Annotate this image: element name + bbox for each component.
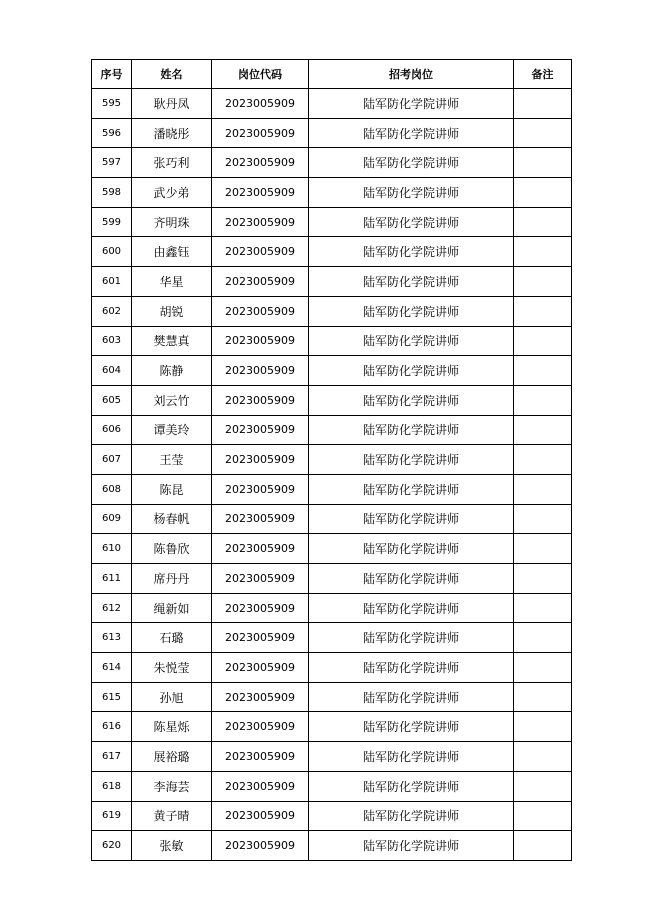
cell-note	[514, 326, 572, 356]
table-row	[92, 801, 572, 831]
cell-name: 由鑫钰	[132, 237, 212, 267]
cell-position-code: 2023005909	[212, 742, 309, 772]
cell-position-code: 2023005909	[212, 801, 309, 831]
table-row	[92, 771, 572, 801]
cell-name: 刘云竹	[132, 385, 212, 415]
cell-note	[514, 267, 572, 297]
cell-position-code: 2023005909	[212, 831, 309, 861]
cell-number: 608	[92, 474, 132, 504]
cell-note	[514, 207, 572, 237]
cell-note	[514, 415, 572, 445]
cell-note	[514, 534, 572, 564]
cell-position-code: 2023005909	[212, 356, 309, 386]
cell-number: 596	[92, 118, 132, 148]
cell-name: 耿丹凤	[132, 89, 212, 119]
cell-position-code: 2023005909	[212, 207, 309, 237]
cell-position: 陆军防化学院讲师	[309, 801, 514, 831]
cell-position: 陆军防化学院讲师	[309, 178, 514, 208]
cell-position: 陆军防化学院讲师	[309, 118, 514, 148]
cell-number: 615	[92, 682, 132, 712]
cell-position: 陆军防化学院讲师	[309, 207, 514, 237]
cell-name: 朱悦莹	[132, 653, 212, 683]
cell-position: 陆军防化学院讲师	[309, 534, 514, 564]
cell-note	[514, 742, 572, 772]
candidate-table	[91, 59, 572, 861]
cell-number: 604	[92, 356, 132, 386]
cell-name: 孙旭	[132, 682, 212, 712]
cell-note	[514, 653, 572, 683]
table-row	[92, 712, 572, 742]
cell-position: 陆军防化学院讲师	[309, 356, 514, 386]
cell-position-code: 2023005909	[212, 148, 309, 178]
cell-number: 612	[92, 593, 132, 623]
table-row	[92, 267, 572, 297]
cell-number: 603	[92, 326, 132, 356]
cell-name: 张敏	[132, 831, 212, 861]
cell-note	[514, 178, 572, 208]
cell-note	[514, 831, 572, 861]
cell-note	[514, 623, 572, 653]
cell-name: 谭美玲	[132, 415, 212, 445]
table-row	[92, 237, 572, 267]
table-row	[92, 148, 572, 178]
cell-name: 潘晓彤	[132, 118, 212, 148]
cell-position: 陆军防化学院讲师	[309, 148, 514, 178]
cell-name: 陈昆	[132, 474, 212, 504]
table-row	[92, 415, 572, 445]
cell-name: 展裕璐	[132, 742, 212, 772]
table-row	[92, 118, 572, 148]
cell-name: 华星	[132, 267, 212, 297]
cell-note	[514, 801, 572, 831]
cell-position-code: 2023005909	[212, 267, 309, 297]
table-row	[92, 682, 572, 712]
cell-number: 609	[92, 504, 132, 534]
cell-number: 600	[92, 237, 132, 267]
cell-position-code: 2023005909	[212, 682, 309, 712]
cell-note	[514, 682, 572, 712]
cell-note	[514, 593, 572, 623]
table-row	[92, 326, 572, 356]
table-row	[92, 564, 572, 594]
cell-name: 樊慧真	[132, 326, 212, 356]
cell-position: 陆军防化学院讲师	[309, 623, 514, 653]
cell-note	[514, 712, 572, 742]
cell-position-code: 2023005909	[212, 296, 309, 326]
cell-number: 610	[92, 534, 132, 564]
cell-position-code: 2023005909	[212, 712, 309, 742]
cell-note	[514, 504, 572, 534]
cell-position: 陆军防化学院讲师	[309, 474, 514, 504]
cell-note	[514, 118, 572, 148]
cell-number: 599	[92, 207, 132, 237]
cell-name: 绳新如	[132, 593, 212, 623]
table-row	[92, 296, 572, 326]
cell-position: 陆军防化学院讲师	[309, 296, 514, 326]
cell-position: 陆军防化学院讲师	[309, 267, 514, 297]
cell-position-code: 2023005909	[212, 564, 309, 594]
cell-position-code: 2023005909	[212, 445, 309, 475]
cell-position-code: 2023005909	[212, 326, 309, 356]
cell-note	[514, 474, 572, 504]
cell-position-code: 2023005909	[212, 771, 309, 801]
cell-note	[514, 385, 572, 415]
cell-note	[514, 564, 572, 594]
cell-number: 605	[92, 385, 132, 415]
table-row	[92, 356, 572, 386]
cell-position: 陆军防化学院讲师	[309, 771, 514, 801]
cell-note	[514, 445, 572, 475]
cell-name: 李海芸	[132, 771, 212, 801]
cell-number: 618	[92, 771, 132, 801]
cell-position: 陆军防化学院讲师	[309, 653, 514, 683]
cell-note	[514, 296, 572, 326]
table-row	[92, 178, 572, 208]
table-header-row	[92, 60, 572, 89]
cell-name: 张巧利	[132, 148, 212, 178]
cell-position-code: 2023005909	[212, 653, 309, 683]
cell-name: 陈鲁欣	[132, 534, 212, 564]
cell-note	[514, 237, 572, 267]
cell-position-code: 2023005909	[212, 474, 309, 504]
cell-name: 杨春帆	[132, 504, 212, 534]
cell-number: 598	[92, 178, 132, 208]
cell-number: 619	[92, 801, 132, 831]
table-row	[92, 207, 572, 237]
cell-position: 陆军防化学院讲师	[309, 742, 514, 772]
cell-position-code: 2023005909	[212, 534, 309, 564]
cell-position-code: 2023005909	[212, 89, 309, 119]
cell-position: 陆军防化学院讲师	[309, 237, 514, 267]
table-row	[92, 474, 572, 504]
cell-position: 陆军防化学院讲师	[309, 712, 514, 742]
cell-number: 602	[92, 296, 132, 326]
table-row	[92, 534, 572, 564]
table-body	[92, 89, 572, 861]
cell-note	[514, 771, 572, 801]
cell-position: 陆军防化学院讲师	[309, 564, 514, 594]
cell-number: 597	[92, 148, 132, 178]
cell-number: 613	[92, 623, 132, 653]
table-row	[92, 831, 572, 861]
header-note: 备注	[514, 60, 572, 89]
cell-position: 陆军防化学院讲师	[309, 831, 514, 861]
cell-number: 611	[92, 564, 132, 594]
cell-position: 陆军防化学院讲师	[309, 415, 514, 445]
cell-name: 席丹丹	[132, 564, 212, 594]
cell-number: 617	[92, 742, 132, 772]
cell-number: 606	[92, 415, 132, 445]
cell-position-code: 2023005909	[212, 237, 309, 267]
cell-position-code: 2023005909	[212, 178, 309, 208]
table-row	[92, 445, 572, 475]
cell-position-code: 2023005909	[212, 623, 309, 653]
table-row	[92, 504, 572, 534]
cell-name: 王莹	[132, 445, 212, 475]
cell-number: 601	[92, 267, 132, 297]
cell-name: 武少弟	[132, 178, 212, 208]
header-position: 招考岗位	[309, 60, 514, 89]
cell-note	[514, 356, 572, 386]
cell-name: 齐明珠	[132, 207, 212, 237]
cell-number: 614	[92, 653, 132, 683]
cell-position-code: 2023005909	[212, 415, 309, 445]
cell-name: 陈静	[132, 356, 212, 386]
table-row	[92, 593, 572, 623]
cell-position: 陆军防化学院讲师	[309, 89, 514, 119]
table-row	[92, 742, 572, 772]
table-row	[92, 385, 572, 415]
cell-number: 616	[92, 712, 132, 742]
cell-name: 石璐	[132, 623, 212, 653]
cell-position: 陆军防化学院讲师	[309, 504, 514, 534]
header-number: 序号	[92, 60, 132, 89]
table-row	[92, 623, 572, 653]
header-position-code: 岗位代码	[212, 60, 309, 89]
cell-position-code: 2023005909	[212, 504, 309, 534]
cell-note	[514, 89, 572, 119]
header-name: 姓名	[132, 60, 212, 89]
cell-number: 595	[92, 89, 132, 119]
cell-position: 陆军防化学院讲师	[309, 385, 514, 415]
cell-name: 陈星烁	[132, 712, 212, 742]
cell-position: 陆军防化学院讲师	[309, 593, 514, 623]
cell-number: 620	[92, 831, 132, 861]
cell-position-code: 2023005909	[212, 118, 309, 148]
cell-position: 陆军防化学院讲师	[309, 445, 514, 475]
cell-position: 陆军防化学院讲师	[309, 682, 514, 712]
cell-position-code: 2023005909	[212, 385, 309, 415]
cell-name: 胡锐	[132, 296, 212, 326]
cell-name: 黄子晴	[132, 801, 212, 831]
table-row	[92, 653, 572, 683]
cell-position-code: 2023005909	[212, 593, 309, 623]
cell-number: 607	[92, 445, 132, 475]
table-row	[92, 89, 572, 119]
cell-position: 陆军防化学院讲师	[309, 326, 514, 356]
cell-note	[514, 148, 572, 178]
